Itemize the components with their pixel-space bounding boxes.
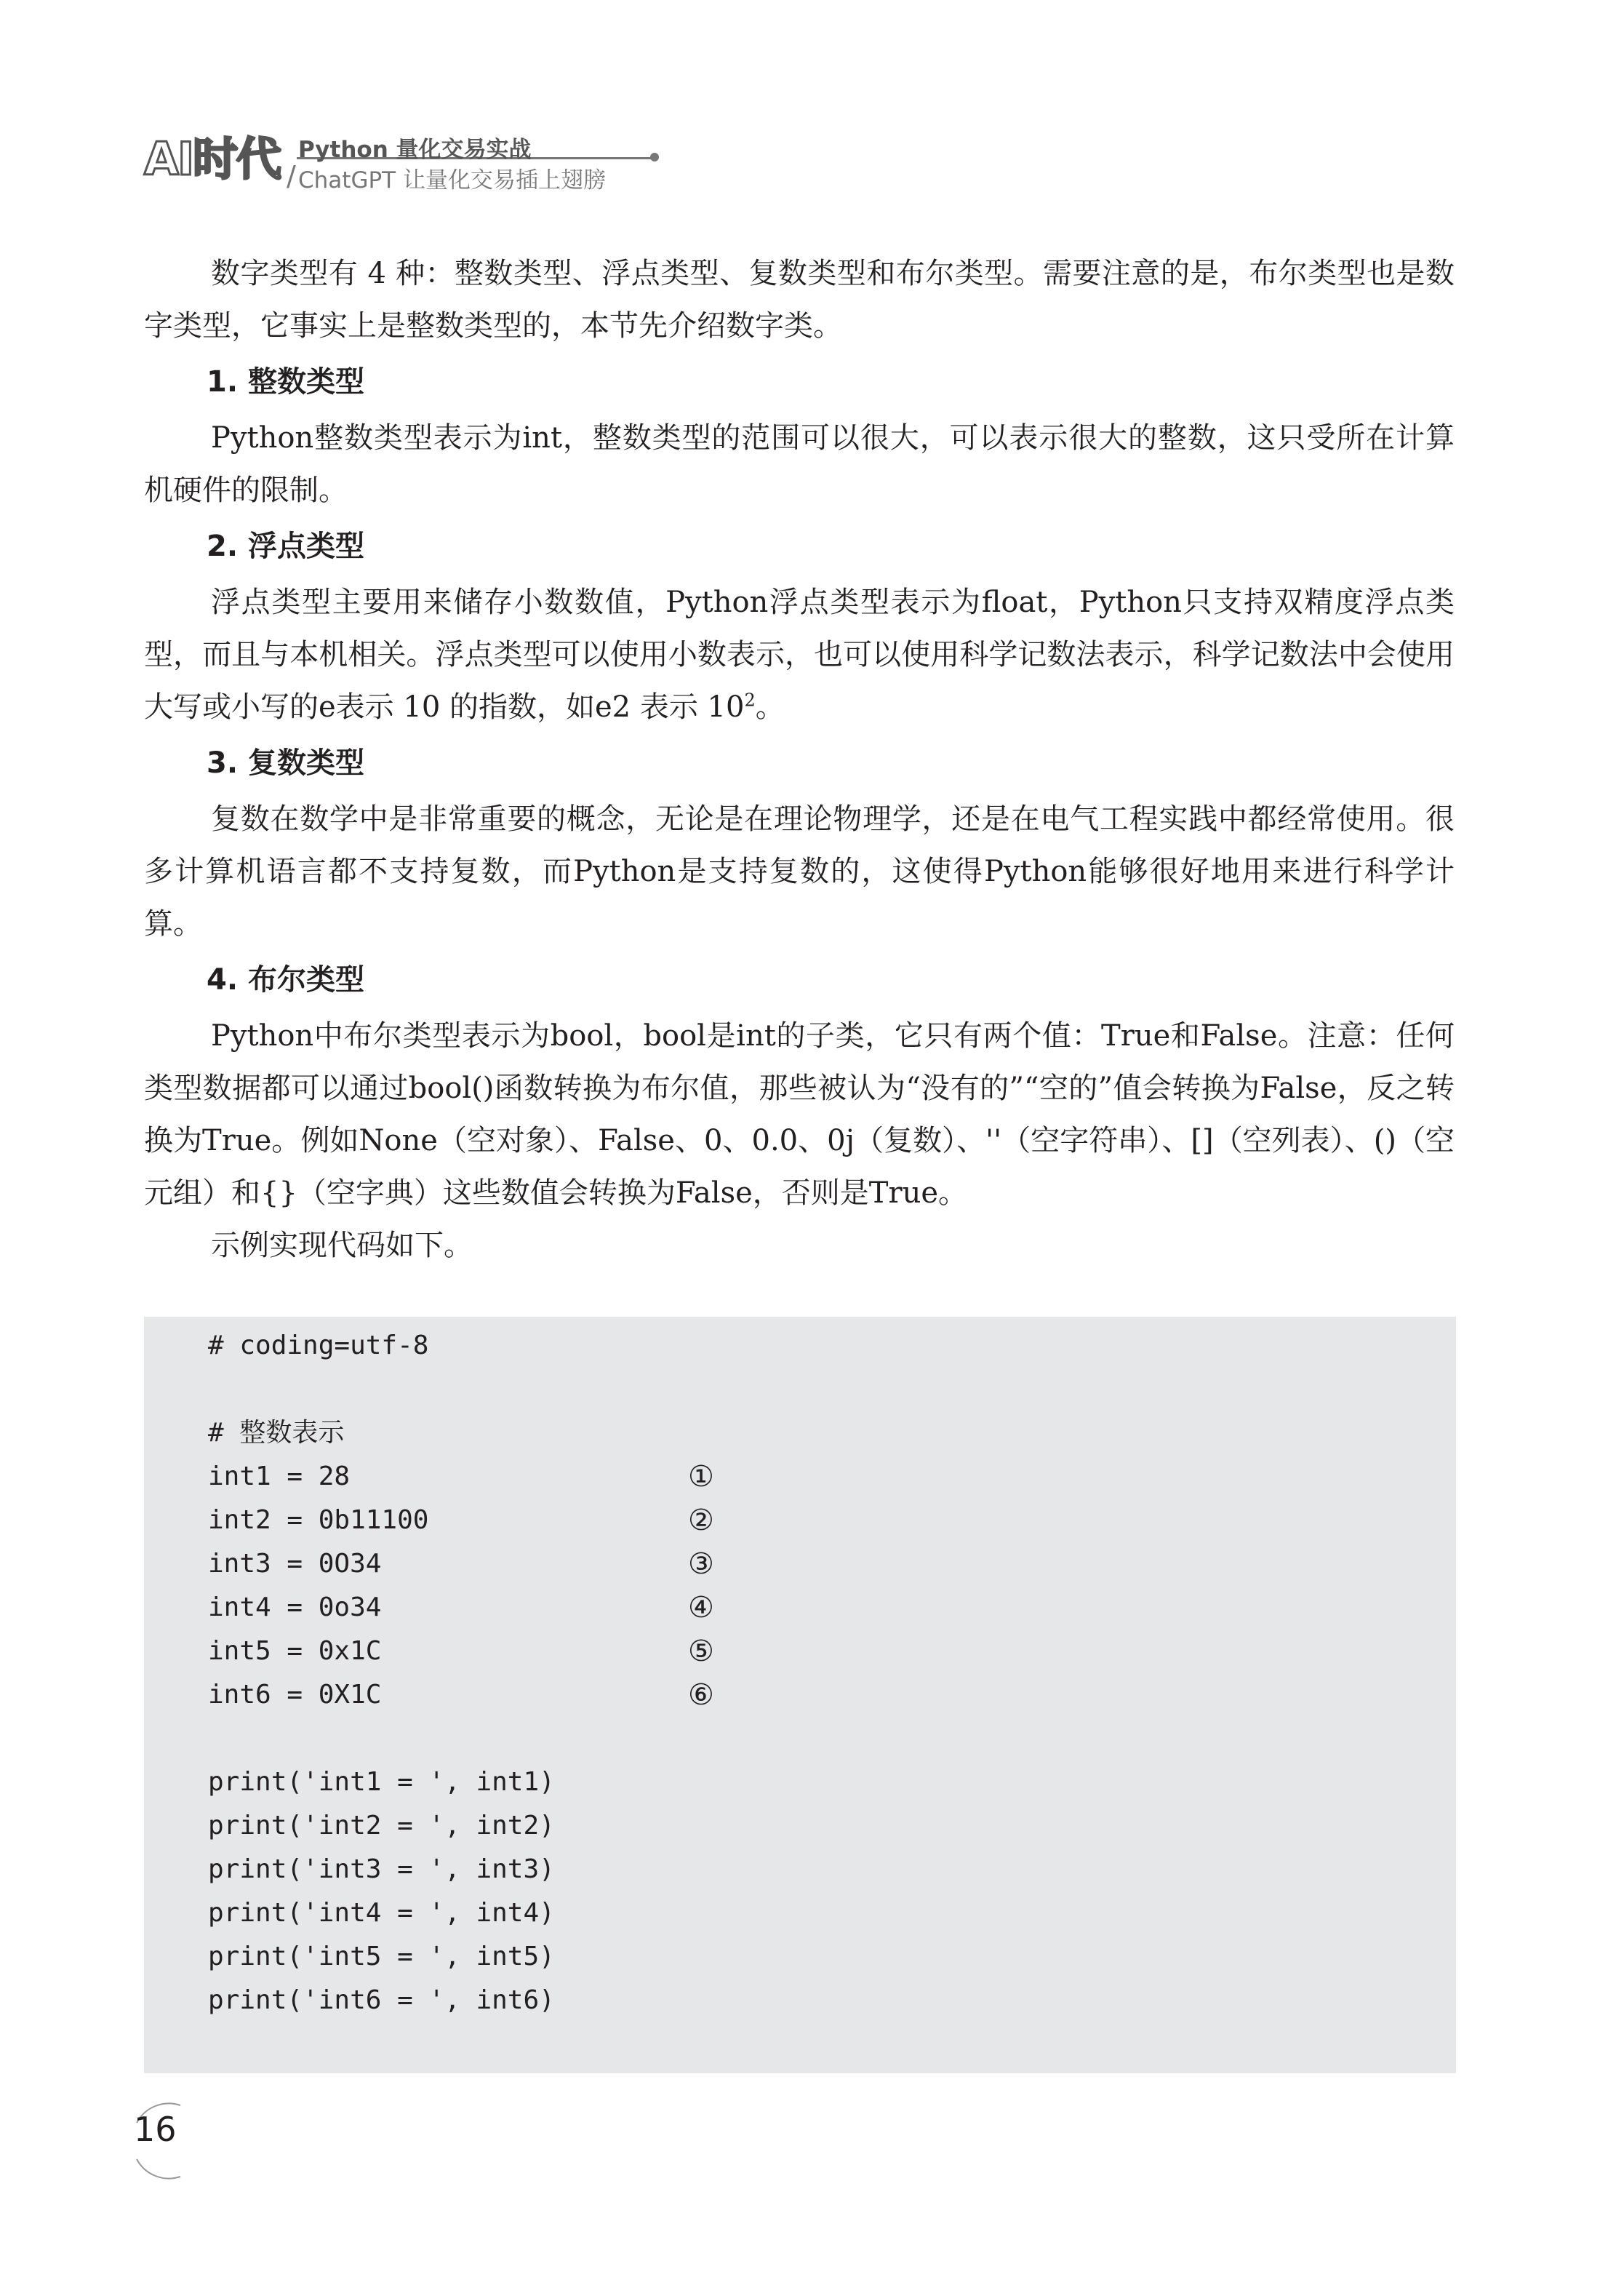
section-heading-float: 2. 浮点类型 <box>207 530 364 563</box>
code-line: int5 = 0x1C <box>208 1636 382 1666</box>
code-line: int2 = 0b11100 <box>208 1505 429 1535</box>
header-rule-dot <box>650 153 659 161</box>
code-line: # coding=utf-8 <box>208 1331 429 1360</box>
integer-paragraph: Python整数类型表示为int，整数类型的范围可以很大，可以表示很大的整数，这只受所在计算机硬件的限制。 <box>144 421 1455 507</box>
annotation-marker: ① <box>688 1460 714 1494</box>
code-line: # 整数表示 <box>208 1418 345 1448</box>
float-text-end: 。 <box>755 690 785 724</box>
intro-paragraph: 数字类型有 4 种：整数类型、浮点类型、复数类型和布尔类型。需要注意的是，布尔类型也是数字类型，它事实上是整数类型的，本节先介绍数字类。 <box>144 257 1455 343</box>
code-line: print('int2 = ', int2) <box>208 1811 555 1841</box>
code-line: int3 = 0O34 <box>208 1549 382 1579</box>
annotation-marker: ⑥ <box>688 1678 714 1712</box>
section-heading-complex: 3. 复数类型 <box>207 746 364 780</box>
running-header <box>144 128 668 194</box>
section-heading-bool: 4. 布尔类型 <box>207 963 364 997</box>
code-line: print('int3 = ', int3) <box>208 1854 555 1884</box>
section-heading-integer: 1. 整数类型 <box>207 365 364 399</box>
book-title: Python 量化交易实战 <box>298 137 532 163</box>
exponent-superscript: 2 <box>744 690 756 711</box>
code-line: print('int5 = ', int5) <box>208 1942 555 1971</box>
annotation-marker: ⑤ <box>688 1635 714 1668</box>
example-intro: 示例实现代码如下。 <box>211 1229 473 1262</box>
book-subtitle: ChatGPT 让量化交易插上翅膀 <box>298 167 606 194</box>
annotation-marker: ② <box>688 1504 714 1537</box>
complex-paragraph: 复数在数学中是非常重要的概念，无论是在理论物理学，还是在电气工程实践中都经常使用。很多计算机语言都不支持复数，而Python是支持复数的，这使得Python能够很好地用来进行科学计算。 <box>144 802 1455 941</box>
code-line: print('int1 = ', int1) <box>208 1767 555 1797</box>
float-paragraph <box>144 576 1455 733</box>
code-line: print('int4 = ', int4) <box>208 1898 555 1928</box>
code-line: int6 = 0X1C <box>208 1680 382 1710</box>
code-line: int4 = 0o34 <box>208 1592 382 1622</box>
header-slash: / <box>287 160 296 192</box>
annotation-marker: ④ <box>688 1591 714 1624</box>
annotation-marker: ③ <box>688 1547 714 1581</box>
code-line: print('int6 = ', int6) <box>208 1985 555 2015</box>
page-number: 16 <box>134 2110 177 2149</box>
float-text: 浮点类型主要用来储存小数数值，Python浮点类型表示为float，Python只支持双精度浮点类型，而且与本机相关。浮点类型可以使用小数表示，也可以使用科学记数法表示，科学记数法中会使用大写或小写的e表示 10 的指数，如e2 表示 10 <box>144 586 1455 724</box>
bool-paragraph: Python中布尔类型表示为bool，bool是int的子类，它只有两个值：True和False。注意：任何类型数据都可以通过bool()函数转换为布尔值，那些被认为“没有的”“空的”值会转换为False，反之转换为True。例如None（空对象）、False、0、0.0、0j（复数）、''（空字符串）、[]（空列表）、()（空元组）和{}（空字典）这些数值会转换为False，否则是True。 <box>144 1019 1455 1210</box>
code-block <box>144 1317 1456 2073</box>
page-body <box>144 247 1455 1272</box>
series-logo: AI时代 <box>144 132 281 186</box>
code-line: int1 = 28 <box>208 1462 351 1491</box>
